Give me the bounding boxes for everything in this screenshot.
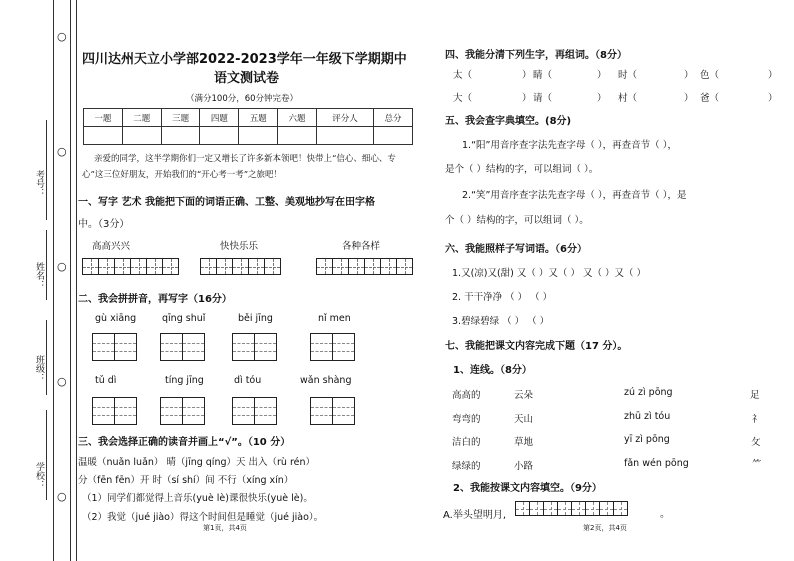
q4-r2-c3: 村（: [618, 93, 638, 104]
q1-word-3: 各种各样: [342, 241, 381, 252]
name-label: 姓名：: [34, 262, 44, 289]
match-pinyin-4[interactable]: fǎn wén pōng: [624, 458, 689, 469]
match-mid-1[interactable]: 云朵: [514, 390, 534, 401]
exam-title-line1: 四川达州天立小学部2022-2023学年一年级下学期期中: [82, 52, 407, 67]
q3-row4: （2）我觉（jué jiào）得这个时间但是睡觉（jué jiào）。: [82, 512, 324, 523]
q1-title-line2: 中。（3分）: [78, 219, 130, 230]
q1-word-2: 快快乐乐: [220, 241, 259, 252]
score-header-5: 五题: [239, 109, 278, 127]
q5-line2: 是个（ ）结构的字，可以组词（ ）。: [445, 164, 599, 175]
match-mid-2[interactable]: 天山: [514, 414, 534, 425]
q5-line1: 1.“阳”用音序查字法先查字母（ ），再查音节（ ），: [462, 140, 677, 151]
q4-r1-c2-end: ）: [597, 70, 607, 81]
pinyin-4: nǐ men: [318, 313, 351, 324]
seal-mark-3: ○: [57, 260, 67, 273]
writing-box-4[interactable]: [310, 333, 355, 361]
q4-r2-c1: 大（: [453, 93, 473, 104]
binding-line-edge: [76, 0, 77, 561]
q4-r1-c4-end: ）: [768, 70, 778, 81]
q6-line2: 2. 干干净净 （ ） （ ）: [452, 292, 553, 303]
q4-r1-c1: 太（: [453, 70, 473, 81]
binding-line-outer: [53, 0, 54, 561]
match-radical-1[interactable]: 足: [750, 390, 760, 401]
writing-box-5[interactable]: [92, 397, 137, 425]
score-cell[interactable]: [200, 127, 239, 145]
page-footer-right: 第2页，共4页: [583, 524, 627, 532]
class-label: 班级：: [34, 355, 44, 382]
q6-line1: 1.又(凉)又(甜) 又（ ）又（ ） 又（ ）又（ ）: [452, 268, 647, 279]
q4-r1-c4: 色（: [700, 70, 720, 81]
pinyin-6: tíng jīng: [165, 375, 204, 386]
score-table: [83, 108, 413, 145]
q3-title: 三、我会选择正确的读音并画上“√”。（10 分）: [78, 437, 291, 448]
q3-row1: 温暖（nuǎn luǎn） 晴（jīng qíng）天 出入（rù rén）: [78, 457, 316, 468]
binding-line-inner: [70, 0, 71, 561]
seal-mark-1: ○: [57, 30, 67, 43]
q6-title: 六、我能照样子写词语。（6分）: [445, 244, 587, 255]
score-header-3: 三题: [161, 109, 200, 127]
q1-grid-1[interactable]: [82, 258, 178, 275]
match-pinyin-1[interactable]: zú zì pōng: [624, 387, 673, 398]
score-cell[interactable]: [374, 127, 413, 145]
intro-line2: 心”这三位好朋友，开始我们的“开心考一考”之旅吧！: [82, 170, 283, 180]
match-left-4[interactable]: 绿绿的: [452, 461, 481, 472]
q4-r2-c4: 爸（: [700, 93, 720, 104]
match-pinyin-3[interactable]: yī zì pōng: [624, 434, 670, 445]
exam-number-line[interactable]: [46, 120, 47, 220]
score-cell[interactable]: [278, 127, 317, 145]
name-line[interactable]: [46, 230, 47, 300]
q4-r2-c3-end: ）: [684, 93, 694, 104]
q7-sub1: 1、连线。（8分）: [453, 365, 532, 376]
seal-mark-5: ○: [57, 490, 67, 503]
q6-line3: 3.碧绿碧绿 （ ） （ ）: [452, 316, 550, 327]
match-radical-4[interactable]: ⺮: [752, 459, 762, 470]
writing-box-8[interactable]: [310, 397, 355, 425]
pinyin-3: běi jīng: [238, 313, 273, 324]
intro-line1: 亲爱的同学，这半学期你们一定又增长了许多新本领吧！快带上“信心、细心、专: [94, 154, 396, 164]
match-pinyin-2[interactable]: zhū zì tóu: [624, 411, 671, 422]
writing-box-2[interactable]: [160, 333, 205, 361]
q1-grid-2[interactable]: [200, 258, 280, 275]
q5-line3: 2.“笑”用音序查字法先查字母（ ），再查音节（ ），是: [462, 190, 687, 201]
q4-r1-c2: 睛（: [533, 70, 553, 81]
score-cell[interactable]: [316, 127, 373, 145]
q7-fill-label: A.举头望明月,: [443, 510, 507, 521]
score-cell[interactable]: [239, 127, 278, 145]
writing-box-3[interactable]: [232, 333, 277, 361]
score-header-grader: 评分人: [316, 109, 373, 127]
q4-r1-c1-end: ）: [522, 70, 532, 81]
match-mid-4[interactable]: 小路: [514, 461, 534, 472]
page-footer-left: 第1页，共4页: [203, 524, 247, 532]
q4-r2-c4-end: ）: [768, 93, 778, 104]
pinyin-8: wǎn shàng: [300, 375, 352, 386]
pinyin-2: qīng shuǐ: [162, 313, 206, 324]
score-header-6: 六题: [278, 109, 317, 127]
match-radical-2[interactable]: 礻: [752, 414, 762, 425]
q7-fill-grid[interactable]: [515, 501, 627, 516]
q7-fill-end: 。: [660, 509, 670, 520]
q1-title-line1: 一、写字 艺术 我能把下面的词语正确、工整、美观地抄写在田字格: [78, 197, 375, 208]
q4-r1-c3: 时（: [618, 70, 638, 81]
q4-r2-c1-end: ）: [522, 93, 532, 104]
writing-box-6[interactable]: [160, 397, 205, 425]
q4-r1-c3-end: ）: [684, 70, 694, 81]
q7-sub2: 2、我能按课文内容填空。（9分）: [453, 483, 602, 494]
match-mid-3[interactable]: 草地: [514, 437, 534, 448]
q4-title: 四、我能分清下列生字，再组词。（8分）: [445, 50, 627, 61]
school-line[interactable]: [46, 410, 47, 500]
q3-row3: （1）同学们都觉得上音乐(yuè lè)课很快乐(yuè lè)。: [82, 493, 313, 504]
school-label: 学校：: [34, 462, 44, 489]
pinyin-1: gù xiāng: [95, 313, 137, 324]
q4-r2-c2-end: ）: [597, 93, 607, 104]
score-header-4: 四题: [200, 109, 239, 127]
q3-row2: 分（fēn fēn）开 时（sí shí）间 不行（xíng xín）: [78, 475, 294, 486]
score-header-2: 二题: [122, 109, 161, 127]
pinyin-7: dì tóu: [234, 375, 262, 386]
match-left-1[interactable]: 高高的: [452, 390, 481, 401]
match-left-3[interactable]: 洁白的: [452, 437, 481, 448]
q5-line4: 个（ ）结构的字，可以组词（ ）。: [445, 215, 589, 226]
score-header-row: [84, 109, 413, 127]
match-left-2[interactable]: 弯弯的: [452, 414, 481, 425]
q4-r2-c2: 请（: [533, 93, 553, 104]
score-cell[interactable]: [161, 127, 200, 145]
score-header-1: 一题: [84, 109, 123, 127]
match-radical-3[interactable]: 攵: [751, 437, 761, 448]
seal-mark-2: ○: [57, 145, 67, 158]
seal-mark-4: ○: [57, 375, 67, 388]
exam-subtitle: （满分100分，60分钟完卷）: [186, 94, 299, 104]
q1-word-1: 高高兴兴: [92, 241, 131, 252]
score-cell[interactable]: [122, 127, 161, 145]
score-cell[interactable]: [84, 127, 123, 145]
q1-grid-3[interactable]: [316, 258, 412, 275]
class-line[interactable]: [46, 320, 47, 395]
writing-box-1[interactable]: [92, 333, 137, 361]
score-header-total: 总分: [374, 109, 413, 127]
score-value-row[interactable]: [84, 127, 413, 145]
q2-title: 二、我会拼拼音，再写字（16分）: [78, 294, 232, 305]
q5-title: 五、我会查字典填空。(8分): [445, 116, 572, 127]
writing-box-7[interactable]: [232, 397, 277, 425]
pinyin-5: tǔ dì: [95, 375, 117, 386]
q7-title: 七、我能把课文内容完成下题（17 分）。: [445, 341, 628, 352]
exam-number-label: 考号：: [34, 170, 44, 197]
exam-title-line2: 语文测试卷: [214, 71, 280, 86]
